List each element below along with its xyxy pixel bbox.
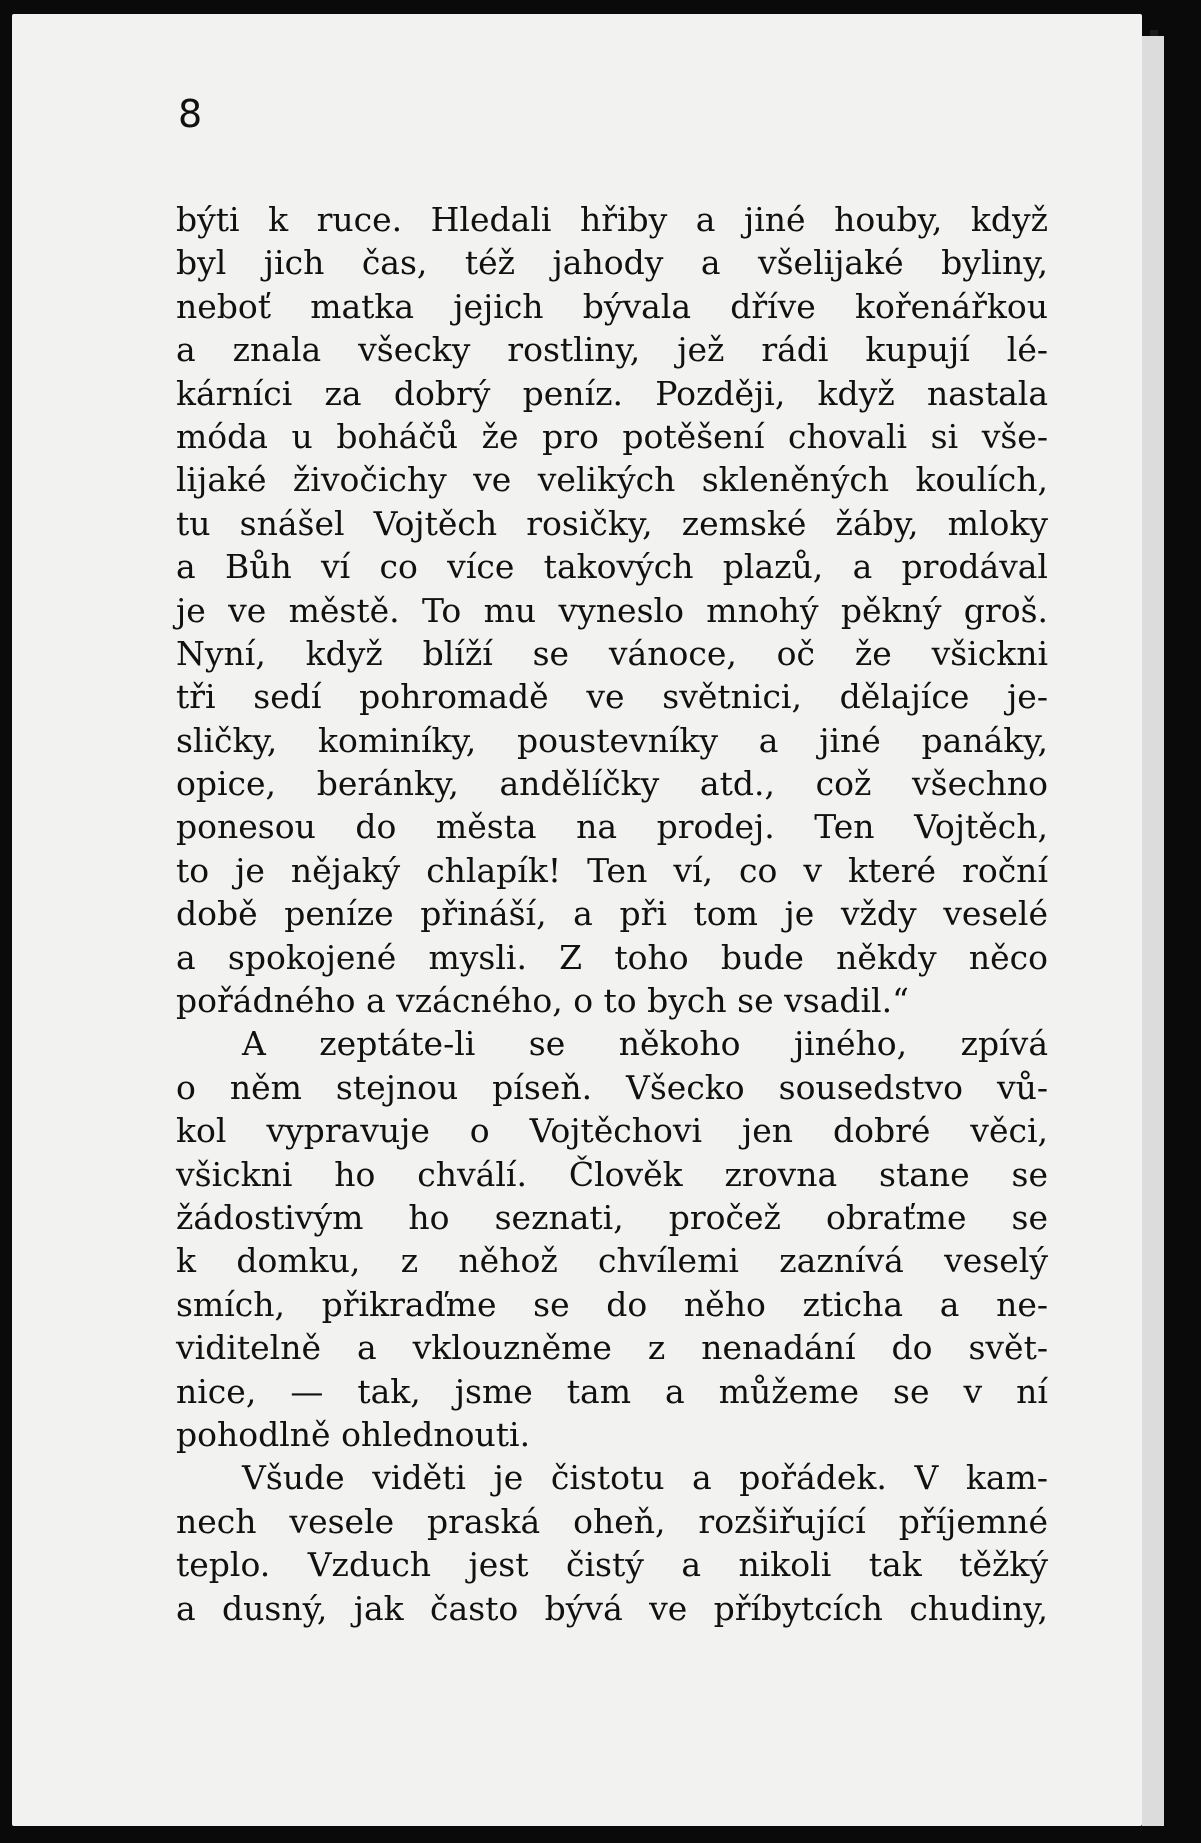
text-line: A zeptáte-li se někoho jiného, zpívá bbox=[242, 1024, 1048, 1064]
text-line: žádostivým ho seznati, pročež obraťme se bbox=[176, 1197, 1048, 1237]
text-line: době peníze přináší, a při tom je vždy veselé bbox=[176, 894, 1048, 934]
text-line: a dusný, jak často bývá ve příbytcích chudiny, bbox=[176, 1588, 1048, 1628]
text-line: neboť matka jejich bývala dříve kořenářkou bbox=[176, 286, 1048, 326]
text-line: teplo. Vzduch jest čistý a nikoli tak těžký bbox=[176, 1545, 1048, 1585]
text-line: smích, přikraďme se do něho zticha a ne- bbox=[176, 1284, 1048, 1324]
text-line: byl jich čas, též jahody a všelijaké byliny, bbox=[176, 243, 1048, 283]
text-line: býti k ruce. Hledali hřiby a jiné houby, když bbox=[176, 200, 1048, 239]
next-page-edge bbox=[1142, 36, 1164, 1826]
text-line: všickni ho chválí. Člověk zrovna stane se bbox=[176, 1154, 1048, 1194]
text-line: Nyní, když blíží se vánoce, oč že všickni bbox=[176, 633, 1048, 673]
text-line: lijaké živočichy ve velikých skleněných koulích, bbox=[176, 460, 1048, 500]
text-line: opice, beránky, andělíčky atd., což všechno bbox=[176, 764, 1048, 804]
body-text bbox=[176, 198, 1048, 1630]
text-line: a Bůh ví co více takových plazů, a prodával bbox=[176, 547, 1048, 587]
text-line: pohodlně ohlednouti. bbox=[176, 1414, 531, 1454]
text-line: to je nějaký chlapík! Ten ví, co v které roční bbox=[176, 850, 1048, 890]
text-line: a znala všecky rostliny, jež rádi kupují lé- bbox=[176, 330, 1048, 370]
text-line: viditelně a vklouzněme z nenadání do svět- bbox=[176, 1328, 1048, 1368]
text-line: k domku, z něhož chvílemi zaznívá veselý bbox=[176, 1241, 1048, 1281]
page-number: 8 bbox=[178, 92, 203, 136]
text-line: tři sedí pohromadě ve světnici, dělajíce je- bbox=[176, 677, 1048, 717]
text-line: kol vypravuje o Vojtěchovi jen dobré věci, bbox=[176, 1111, 1048, 1151]
text-line: Všude viděti je čistotu a pořádek. V kam- bbox=[242, 1458, 1048, 1498]
text-line: móda u boháčů že pro potěšení chovali si vše- bbox=[176, 416, 1048, 456]
text-line: pořádného a vzácného, o to bych se vsadil.“ bbox=[176, 981, 909, 1021]
text-line: kárníci za dobrý peníz. Později, když nastala bbox=[176, 373, 1048, 413]
text-line: sličky, kominíky, poustevníky a jiné panáky, bbox=[176, 720, 1048, 760]
text-line: ponesou do města na prodej. Ten Vojtěch, bbox=[176, 807, 1048, 847]
text-line: o něm stejnou píseň. Všecko sousedstvo vů- bbox=[176, 1067, 1048, 1107]
text-line: nice, — tak, jsme tam a můžeme se v ní bbox=[176, 1371, 1048, 1411]
text-line: je ve městě. To mu vyneslo mnohý pěkný groš. bbox=[176, 590, 1048, 630]
text-line: a spokojené mysli. Z toho bude někdy něco bbox=[176, 937, 1048, 977]
text-line: nech vesele praská oheň, rozšiřující příjemné bbox=[176, 1501, 1048, 1541]
text-line: tu snášel Vojtěch rosičky, zemské žáby, mloky bbox=[176, 503, 1048, 543]
